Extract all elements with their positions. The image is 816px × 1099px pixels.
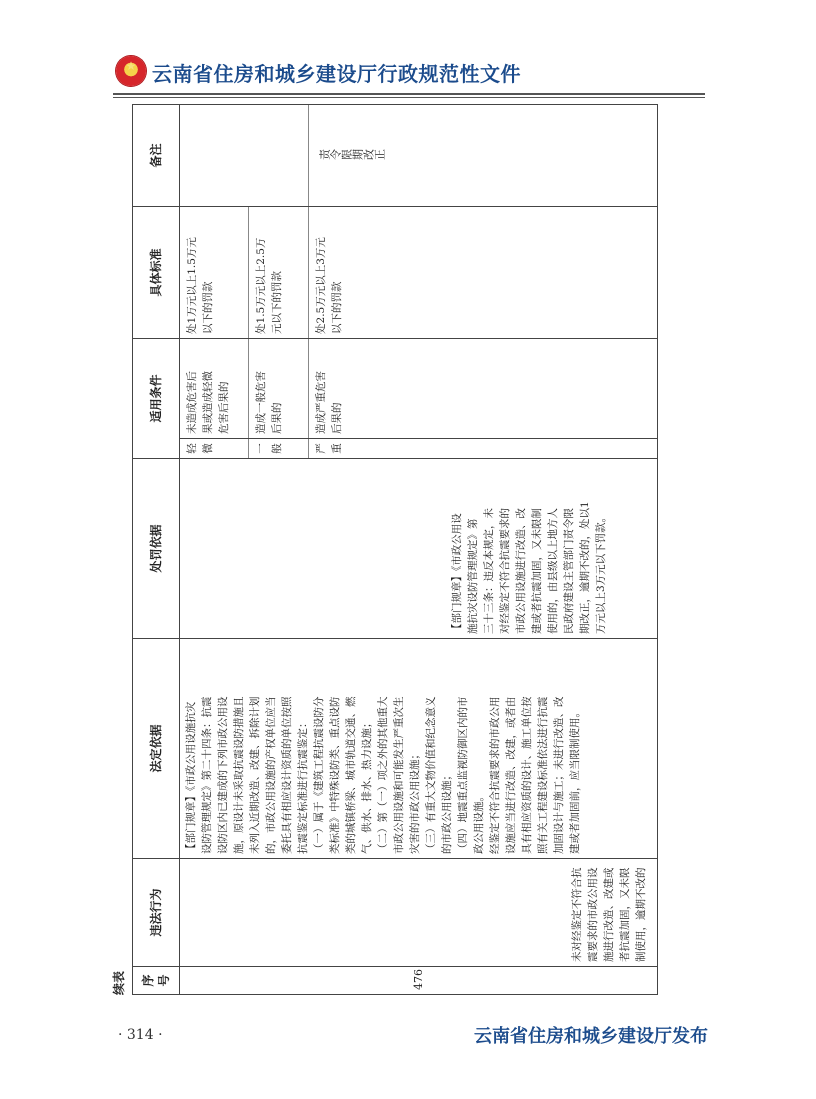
legal-line: 加固设计与施工；未进行改造、改 [553, 696, 565, 854]
condition-line: 造成严重危害 [315, 371, 327, 434]
remark-empty [180, 105, 308, 206]
legal-line: 设防区内已建成的下列市政公用设 [217, 696, 229, 854]
continued-label: 续表 [112, 970, 126, 995]
penalty-line: 市政公用设施进行改造、改 [515, 508, 527, 634]
legal-line: 照有关工程建设标准依法进行抗震 [537, 696, 549, 854]
condition-line: 果或造成轻微 [202, 371, 214, 434]
condition-light [180, 339, 248, 438]
legal-line: 灾害的市政公用设施； [409, 749, 421, 854]
legal-line: 的，市政公用设施的产权单位应当 [265, 696, 277, 854]
legal-line: （四）地震重点监视防御区内的市 [457, 696, 469, 854]
standard-general [248, 207, 308, 338]
standard-line: 处1.5万元以上2.5万 [255, 237, 267, 334]
header-remarks: 备注 [133, 104, 180, 206]
remarks-column [180, 104, 658, 206]
table-row [180, 104, 658, 994]
legal-line: 市政公用设施和可能发生严重次生 [393, 696, 405, 854]
condition-line: 后果的 [331, 402, 343, 434]
page-number: · 314 · [118, 1027, 163, 1043]
standard-line: 处2.5万元以上3万元 [315, 237, 327, 334]
penalty-line: 三十三条：违反本规定，未 [483, 508, 495, 634]
condition-line: 危害后果的 [218, 381, 230, 434]
row-violation [180, 859, 658, 967]
standard-light [180, 207, 248, 338]
header-conditions: 适用条件 [133, 338, 180, 458]
legal-line: 抗震鉴定标准进行抗震鉴定： [297, 717, 309, 854]
header-penalty-basis: 处罚依据 [133, 459, 180, 639]
standard-line: 以下的罚款 [331, 281, 343, 334]
header-violation: 违法行为 [133, 859, 180, 967]
header-legal-basis: 法定依据 [133, 639, 180, 859]
table-header-row [133, 104, 180, 994]
condition-line: 后果的 [271, 402, 283, 434]
legal-line: 政公用设施。 [473, 791, 485, 854]
rotated-table-area [110, 105, 658, 995]
violation-text: 未对经鉴定不符合抗震要求的市政公用设施进行改造、改建或者抗震加固，又未限制使用，逾期不改的 [571, 867, 647, 962]
legal-line: 建或者加固前，应当限制使用。 [569, 707, 581, 854]
legal-line: 委托具有相应设计资质的单位按照 [281, 696, 293, 854]
header-standard: 具体标准 [133, 206, 180, 338]
level-general: 一般 [248, 439, 308, 458]
header-seq: 序号 [133, 967, 180, 995]
standard-line: 处1万元以上1.5万元 [186, 237, 198, 334]
legal-line: 类的城镇桥梁、城市轨道交通、燃 [345, 696, 357, 854]
penalty-line: 期改正，逾期不改的，处以1 [579, 501, 591, 634]
condition-general [248, 339, 308, 438]
legal-line: 施，原设计未采取抗震设防措施且 [233, 696, 245, 854]
level-column [180, 439, 658, 459]
level-severe: 严重 [308, 439, 638, 458]
legal-line: （一）属于《建筑工程抗震设防分 [313, 696, 325, 854]
standard-column [180, 206, 658, 338]
legal-line: 气、供水、排水、热力设施； [361, 717, 373, 854]
condition-line: 未造成危害后 [186, 371, 198, 434]
penalty-line: 施抗灾设防管理规定》第 [467, 518, 479, 634]
legal-line: 设防管理规定》第二十四条：抗震 [201, 696, 213, 854]
standard-severe [308, 207, 638, 338]
header-rule-thin [113, 97, 705, 98]
legal-line: 经鉴定不符合抗震要求的市政公用 [489, 696, 501, 854]
row-seq: 476 [180, 967, 658, 995]
condition-line: 造成一般危害 [255, 371, 267, 434]
legal-line: 具有相应资质的设计、施工单位按 [521, 696, 533, 854]
row-legal-basis [180, 639, 658, 859]
penalty-line: 万元以上3万元以下罚款。 [595, 511, 607, 634]
footer-publisher: 云南省住房和城乡建设厅发布 [474, 1026, 708, 1047]
conditions-column [180, 338, 658, 438]
remark-severe [308, 105, 639, 206]
legal-line: 【部门规章】《市政公用设施抗灾 [185, 701, 197, 854]
header-rule [113, 93, 705, 95]
legal-line: 未列入近期改造、改建、拆除计划 [249, 696, 261, 854]
legal-line: 的市政公用设施； [441, 770, 453, 854]
legal-line: 类标准》中特殊设防类、重点设防 [329, 696, 341, 854]
legal-line: （二）第（一）项之外的其他重大 [377, 696, 389, 854]
level-light: 轻微 [186, 443, 214, 454]
penalty-line: 对经鉴定不符合抗震要求的 [499, 508, 511, 634]
condition-severe [308, 339, 638, 438]
standard-line: 以下的罚款 [202, 281, 214, 334]
legal-line: （三）有重大文物价值和纪念意义 [425, 696, 437, 854]
legal-line: 设施应当进行改造、改建，或者由 [505, 696, 517, 854]
document-header-title: 云南省住房和城乡建设厅行政规范性文件 [152, 62, 521, 86]
penalty-line: 建或者抗震加固，又未限制 [531, 508, 543, 634]
national-emblem-icon [116, 56, 146, 86]
penalty-line: 民政府建设主管部门责令限 [563, 508, 575, 634]
penalty-line: 使用的，由县级以上地方人 [547, 508, 559, 634]
remark-text: 责令限期改正 [319, 148, 385, 162]
row-penalty-basis [180, 459, 658, 639]
standard-line: 元以下的罚款 [271, 270, 283, 334]
penalty-table [132, 104, 658, 995]
penalty-line: 【部门规章】《市政公用设 [451, 513, 463, 634]
